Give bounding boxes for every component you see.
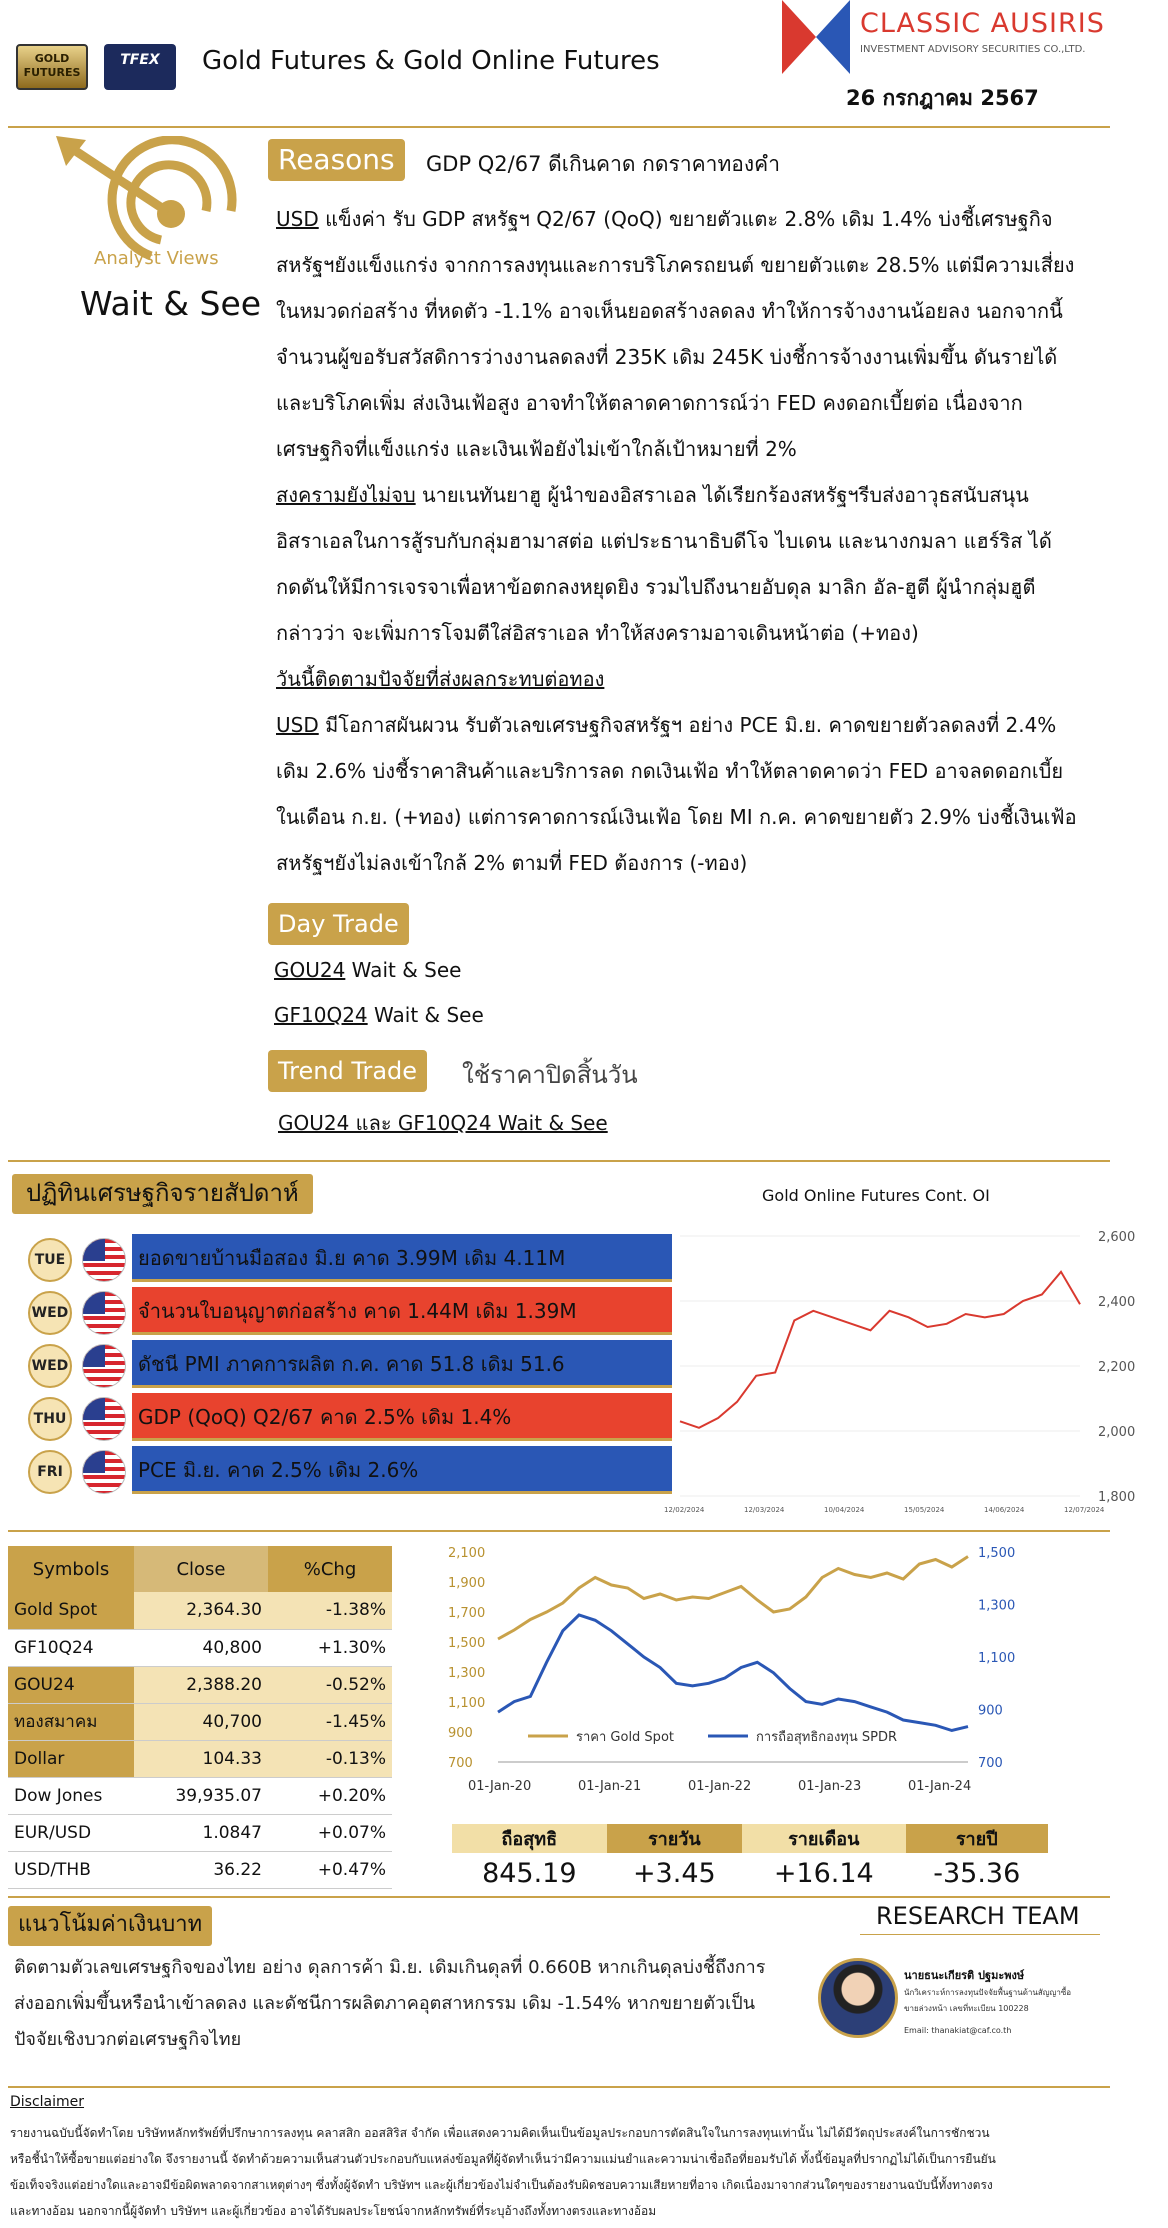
day-trade-line [274,958,461,982]
p1-line: เศรษฐกิจที่แข็งแกร่ง และเงินเฟ้อยังไม่เข้าใกล้เป้าหมายที่ 2% [276,437,797,461]
disclaimer-line: หรือชี้นำให้ซื้อขายแต่อย่างใด จึงรายงานนี้ จัดทำด้วยความเห็นส่วนตัวประกอบกับแหล่งข้อมูลที่ผู้จัดทำเห็นว่ามีความแม่นยำและความน่าเชื่อถือที่ยอมรับได้ ทั้งนี้ข้อมูลที่ปรากฏไม่ได้เป็นการยืนยัน [10,2152,996,2166]
y-left-tick-label: 1,500 [448,1636,486,1651]
calendar-row [28,1393,672,1441]
research-team-title: RESEARCH TEAM [876,1902,1080,1930]
baht-line: ส่งออกเพิ่มขึ้นหรือนำเข้าลดลง และดัชนีการผลิตภาคอุตสาหกรรม เดิม -1.54% หากขยายตัวเป็น [14,1993,755,2014]
chg-cell: -0.13% [268,1740,392,1777]
table-header-row [8,1546,392,1592]
section-divider [8,1896,1110,1898]
report-title: Gold Futures & Gold Online Futures [202,46,660,76]
x-tick-label: 01-Jan-23 [798,1779,862,1794]
p3-line: ในเดือน ก.ย. (+ทอง) แต่การคาดการณ์เงินเฟ้อ โดย MI ก.ค. คาดขยายตัว 2.9% บ่งชี้เงินเฟ้อ [276,805,1077,829]
us-flag-icon [82,1397,126,1441]
close-cell: 40,800 [134,1629,268,1666]
calendar-event: PCE มิ.ย. คาด 2.5% เดิม 2.6% [132,1446,672,1494]
brand-subtitle: INVESTMENT ADVISORY SECURITIES CO.,LTD. [860,44,1086,55]
us-flag-icon [82,1450,126,1494]
analyst-license: ขายล่วงหน้า เลขที่ทะเบียน 100228 [904,2004,1029,2013]
day-trade-pill: Day Trade [268,903,409,945]
x-tick-label: 01-Jan-20 [468,1779,532,1794]
day-trade-line [274,1003,484,1027]
table-row [8,1740,392,1777]
p1-line: และบริโภคเพิ่ม ส่งเงินเฟ้อสูง อาจทำให้ตลาดคาดการณ์ว่า FED คงดอกเบี้ยต่อ เนื่องจาก [276,391,1023,415]
analyst-name: นายธนะเกียรติ ปฐมะพงษ์ [904,1969,1025,1982]
calendar-event: จำนวนใบอนุญาตก่อสร้าง คาด 1.44M เดิม 1.39M [132,1287,672,1335]
trend-trade-line: GOU24 และ GF10Q24 Wait & See [278,1111,608,1135]
brand-logo-icon [782,0,850,74]
economic-calendar-title: ปฏิทินเศรษฐกิจรายสัปดาห์ [12,1174,313,1214]
disclaimer-line: และทางอ้อม นอกจากนี้ผู้จัดทำ บริษัทฯ และผู้เกี่ยวข้อง อาจได้รับผลประโยชน์จากหลักทรัพย์ที่ระบุอ้างถึงทั้งทางตรงและทางอ้อม [10,2204,657,2218]
symbol-cell: Dow Jones [8,1777,134,1814]
table-row [8,1703,392,1740]
spdr-holdings-table [452,1824,1048,1893]
reasons-headline: GDP Q2/67 ดีเกินคาด กดราคาทองคำ [426,152,780,176]
y-right-tick-label: 1,100 [978,1651,1016,1666]
trend-trade-note: ใช้ราคาปิดสิ้นวัน [462,1061,638,1089]
gold-spdr-chart [448,1540,1028,1796]
gold-futures-logo [16,44,88,90]
close-cell: 2,364.30 [134,1592,268,1629]
close-cell: 39,935.07 [134,1777,268,1814]
x-tick-label: 10/04/2024 [824,1506,865,1514]
chg-cell: -1.45% [268,1703,392,1740]
close-cell: 40,700 [134,1703,268,1740]
p1-line: จำนวนผู้ขอรับสวัสดิการว่างงานลดลงที่ 235K เดิม 245K บ่งชี้การจ้างงานเพิ่มขึ้น ดันรายได้ [276,345,1058,369]
report-date: 26 กรกฎาคม 2567 [846,86,1039,110]
y-tick-label: 2,000 [1098,1425,1136,1440]
today-factors-title: วันนี้ติดตามปัจจัยที่ส่งผลกระทบต่อทอง [276,667,605,691]
us-flag-icon [82,1238,126,1282]
paragraph-usd-today [276,702,1166,886]
holdings-header-row [452,1824,1048,1853]
symbols-table [8,1546,392,1889]
column-header-close: Close [134,1546,268,1592]
logo-gold-text: GOLD FUTURES [23,52,81,79]
calendar-day: THU [28,1397,72,1441]
y-right-tick-label: 700 [978,1756,1003,1771]
disclaimer-body [10,2120,1100,2224]
research-divider [860,1934,1100,1935]
symbol-cell: GOU24 [8,1666,134,1703]
y-right-tick-label: 1,300 [978,1598,1016,1614]
section-divider [8,2086,1110,2088]
legend-label: การถือสุทธิกองทุน SPDR [756,1730,898,1745]
symbol-cell: GF10Q24 [8,1629,134,1666]
holdings-net-value: 845.19 [482,1857,577,1889]
calendar-event: GDP (QoQ) Q2/67 คาด 2.5% เดิม 1.4% [132,1393,672,1441]
usd-tag: USD [276,207,319,231]
table-row [8,1666,392,1703]
calendar-row [28,1340,672,1388]
analyst-desc: นักวิเคราะห์การลงทุนปัจจัยพื้นฐานด้านสัญญาซื้อ [904,1988,1072,1997]
reasons-body [276,196,1166,886]
x-tick-label: 14/06/2024 [984,1506,1025,1514]
p1-line: สหรัฐฯยังแข็งแกร่ง จากการลงทุนและการบริโภครถยนต์ ขยายตัวแตะ 28.5% แต่มีความเสี่ยง [276,253,1075,277]
section-divider [8,1160,1110,1162]
analyst-avatar [818,1958,898,2038]
close-cell: 104.33 [134,1740,268,1777]
symbol-cell: Dollar [8,1740,134,1777]
symbol-cell: ทองสมาคม [8,1703,134,1740]
gold-oi-chart-title: Gold Online Futures Cont. OI [762,1186,990,1205]
chg-cell: +0.20% [268,1777,392,1814]
us-flag-icon [82,1291,126,1335]
calendar-row [28,1446,672,1494]
baht-outlook-body [14,1950,774,2058]
paragraph-war [276,472,1166,656]
table-row [8,1777,392,1814]
x-tick-label: 15/05/2024 [904,1506,945,1514]
chg-cell: +1.30% [268,1629,392,1666]
analyst-views-label: Analyst Views [94,248,219,269]
column-header-symbols: Symbols [8,1546,134,1592]
baht-line: ปัจจัยเชิงบวกต่อเศรษฐกิจไทย [14,2029,242,2050]
x-tick-label: 12/03/2024 [744,1506,785,1514]
paragraph-usd [276,196,1166,472]
p2-line: กดดันให้มีการเจรจาเพื่อหาข้อตกลงหยุดยิง รวมไปถึงนายอับดุล มาลิก อัล-ฮูตี ผู้นำกลุ่มฮูตี [276,575,1036,599]
p2-line: อิสราเอลในการสู้รบกับกลุ่มฮามาสต่อ แต่ประธานาธิบดีโจ ไบเดน และนางกมลา แฮร์ริส ได้ [276,529,1052,553]
y-left-tick-label: 1,700 [448,1606,486,1621]
calendar-day: FRI [28,1450,72,1494]
y-tick-label: 2,200 [1098,1360,1136,1375]
y-tick-label: 2,600 [1098,1230,1136,1245]
holdings-monthly-value: +16.14 [773,1857,874,1889]
gold-oi-series-line [680,1272,1080,1428]
disclaimer-title: Disclaimer [10,2094,85,2110]
p2-line: กล่าวว่า จะเพิ่มการโจมตีใส่อิสราเอล ทำให้สงครามอาจเดินหน้าต่อ (+ทอง) [276,621,919,645]
table-row [8,1851,392,1888]
chg-cell: +0.07% [268,1814,392,1851]
target-icon [56,136,246,266]
p3-line: เดิม 2.6% บ่งชี้ราคาสินค้าและบริการลด กดเงินเฟ้อ ทำให้ตลาดคาดว่า FED อาจลดดอกเบี้ย [276,759,1064,783]
gold-oi-chart [660,1216,1160,1516]
calendar-event: ยอดขายบ้านมือสอง มิ.ย คาด 3.99M เดิม 4.11M [132,1234,672,1282]
holdings-header-yearly: รายปี [906,1824,1048,1853]
y-left-tick-label: 700 [448,1756,473,1771]
symbol-cell: EUR/USD [8,1814,134,1851]
chg-cell: -1.38% [268,1592,392,1629]
table-row [8,1814,392,1851]
symbol-cell: USD/THB [8,1851,134,1888]
close-cell: 2,388.20 [134,1666,268,1703]
calendar-event: ดัชนี PMI ภาคการผลิต ก.ค. คาด 51.8 เดิม 51.6 [132,1340,672,1388]
holdings-header-net: ถือสุทธิ [452,1824,607,1853]
holdings-header-daily: รายวัน [607,1824,742,1853]
calendar-day: WED [28,1344,72,1388]
symbol-cell: Gold Spot [8,1592,134,1629]
p1-line: ในหมวดก่อสร้าง ที่หดตัว -1.1% อาจเห็นยอดสร้างลดลง ทำให้การจ้างงานน้อยลง นอกจากนี้ [276,299,1063,323]
day-trade-view: Wait & See [345,958,462,982]
calendar-row [28,1287,672,1335]
y-left-tick-label: 2,100 [448,1546,486,1561]
close-cell: 36.22 [134,1851,268,1888]
y-tick-label: 1,800 [1098,1490,1136,1505]
table-row [8,1592,392,1629]
y-left-tick-label: 900 [448,1726,473,1741]
calendar-day: WED [28,1291,72,1335]
tfex-logo [104,44,176,90]
p1-line: แข็งค่า รับ GDP สหรัฐฯ Q2/67 (QoQ) ขยายตัวแตะ 2.8% เดิม 1.4% บ่งชี้เศรษฐกิจ [318,207,1053,231]
y-tick-label: 2,400 [1098,1295,1136,1310]
x-tick-label: 01-Jan-22 [688,1779,752,1794]
column-header-chg: %Chg [268,1546,392,1592]
analyst-view-value: Wait & See [80,284,262,323]
x-tick-label: 12/02/2024 [664,1506,705,1514]
header-divider [8,126,1110,128]
holdings-yearly-value: -35.36 [933,1857,1021,1889]
trend-trade-pill: Trend Trade [268,1050,427,1092]
holdings-value-row [452,1853,1048,1893]
day-trade-symbol: GF10Q24 [274,1003,368,1027]
x-tick-label: 01-Jan-21 [578,1779,642,1794]
y-right-tick-label: 900 [978,1703,1003,1719]
y-left-tick-label: 1,300 [448,1666,486,1681]
day-trade-symbol: GOU24 [274,958,346,982]
y-left-tick-label: 1,900 [448,1576,486,1591]
baht-outlook-title: แนวโน้มค่าเงินบาท [8,1906,212,1946]
chg-cell: +0.47% [268,1851,392,1888]
disclaimer-line: รายงานฉบับนี้จัดทำโดย บริษัทหลักทรัพย์ที่ปรึกษาการลงทุน คลาสสิก ออสสิริส จำกัด เพื่อแสดงความคิดเห็นเป็นข้อมูลประกอบการตัดสินใจในการลงทุนเท่านั้น ไม่ได้มีวัตถุประสงค์ในการชักชวน [10,2126,990,2140]
section-divider [8,1530,1110,1532]
table-row [8,1629,392,1666]
holdings-header-monthly: รายเดือน [742,1824,906,1853]
us-flag-icon [82,1344,126,1388]
series-line-spdr [498,1615,968,1731]
day-trade-view: Wait & See [367,1003,484,1027]
disclaimer-line: ข้อเท็จจริงแต่อย่างใดและอาจมีข้อผิดพลาดจากสาเหตุต่างๆ ซึ่งทั้งผู้จัดทำ บริษัทฯ และผู้เกี่ยวข้องไม่จำเป็นต้องรับผิดชอบความเสียหายที่อาจ เกิดเนื่องมาจากส่วนใดๆของรายงานฉบับนี้ทั้งทางตรง [10,2178,993,2192]
baht-line: ติดตามตัวเลขเศรษฐกิจของไทย อย่าง ดุลการค้า มิ.ย. เดิมเกินดุลที่ 0.660B หากเกินดุลบ่งชี้ถึงการ [14,1957,766,1978]
y-left-tick-label: 1,100 [448,1696,486,1711]
analyst-email: Email: thanakiat@caf.co.th [904,2026,1012,2035]
holdings-daily-value: +3.45 [632,1857,716,1889]
brand-name: CLASSIC AUSIRIS [860,8,1105,39]
p3-line: สหรัฐฯยังไม่ลงเข้าใกล้ 2% ตามที่ FED ต้องการ (-ทอง) [276,851,748,875]
y-right-tick-label: 1,500 [978,1546,1016,1561]
legend-label: ราคา Gold Spot [576,1730,674,1745]
reasons-pill: Reasons [268,139,405,181]
calendar-row [28,1234,672,1282]
p2-line: นายเนทันยาฮู ผู้นำของอิสราเอล ได้เรียกร้องสหรัฐฯรีบส่งอาวุธสนับสนุน [415,483,1029,507]
close-cell: 1.0847 [134,1814,268,1851]
p3-line: มีโอกาสผันผวน รับตัวเลขเศรษฐกิจสหรัฐฯ อย่าง PCE มิ.ย. คาดขยายตัวลดลงที่ 2.4% [318,713,1057,737]
calendar-day: TUE [28,1238,72,1282]
chg-cell: -0.52% [268,1666,392,1703]
logo-tfex-text: TFEX [120,52,160,68]
x-tick-label: 12/07/2024 [1064,1506,1105,1514]
usd-today-tag: USD [276,713,319,737]
x-tick-label: 01-Jan-24 [908,1779,972,1794]
war-tag: สงครามยังไม่จบ [276,483,416,507]
